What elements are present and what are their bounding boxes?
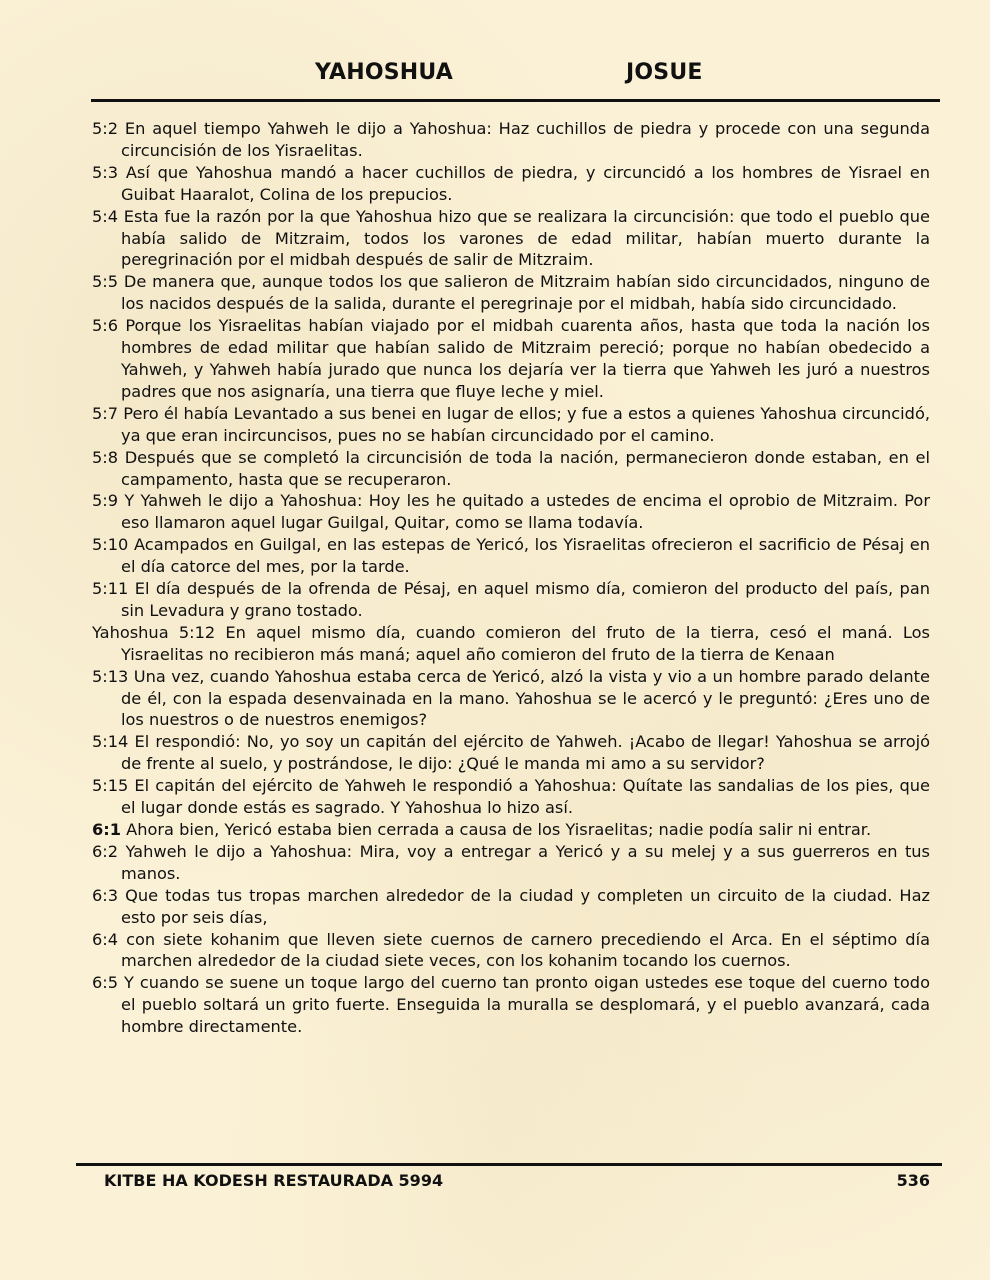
verse-ref: 6:4 — [92, 929, 119, 949]
verse-text: Ahora bien, Yericó estaba bien cerrada a causa de los Yisraelitas; nadie podía salir ni entrar. — [126, 820, 872, 839]
verse-5-11 — [92, 578, 930, 622]
verse-5-4 — [92, 206, 930, 272]
verse-ref: 5:3 — [92, 162, 119, 182]
verse-ref: 5:2 — [92, 119, 119, 138]
verse-ref: 5:4 — [92, 206, 119, 226]
verse-text: En aquel mismo día, cuando comieron del fruto de la tierra, cesó el maná. Los Yisraelitas no recibieron más maná; aquel año comieron del fruto de la tierra de Kenaan — [121, 622, 930, 664]
verse-ref: 6:5 — [92, 973, 119, 993]
verse-5-8 — [92, 447, 930, 491]
verse-ref: 5:7 — [92, 403, 119, 423]
verse-text: Acampados en Guilgal, en las estepas de Yericó, los Yisraelitas ofrecieron el sacrificio de Pésaj en el día catorce del mes, por la tarde. — [121, 535, 930, 577]
verse-text: El día después de la ofrenda de Pésaj, en aquel mismo día, comieron del producto del país, pan sin Levadura y grano tostado. — [121, 579, 930, 620]
verse-6-4 — [92, 929, 930, 973]
verse-ref: 5:8 — [92, 447, 119, 467]
verse-ref: 5:6 — [92, 316, 119, 336]
verse-5-3 — [92, 162, 930, 206]
verse-5-9 — [92, 490, 930, 534]
verse-5-12 — [92, 622, 930, 666]
verse-text: con siete kohanim que lleven siete cuernos de carnero precediendo el Arca. En el séptimo día marchen alrededor de la ciudad siete veces, con los kohanim tocando los cuernos. — [121, 929, 930, 971]
verse-text: Una vez, cuando Yahoshua estaba cerca de Yericó, alzó la vista y vio a un hombre parado delante de él, con la espada desenvainada en la mano. Yahoshua se le acercó y le preguntó: ¿Eres uno de los nuestros o de nuestros enemigos? — [121, 666, 930, 730]
verse-text: Después que se completó la circuncisión de toda la nación, permanecieron donde estaban, en el campamento, hasta que se recuperaron. — [121, 447, 930, 489]
page-number: 536 — [896, 1171, 930, 1190]
verse-ref: 5:15 — [92, 776, 129, 796]
verse-text: El respondió: No, yo soy un capitán del ejército de Yahweh. ¡Acabo de llegar! Yahoshua se arrojó de frente al suelo, y postrándose, le dijo: ¿Qué le manda mi amo a su servidor? — [121, 732, 930, 774]
verse-5-10 — [92, 534, 930, 578]
verse-text: Y Yahweh le dijo a Yahoshua: Hoy les he quitado a ustedes de encima el oprobio de Mitzraim. Por eso llamaron aquel lugar Guilgal, Quitar, como se llama todavía. — [121, 491, 930, 533]
verse-5-14 — [92, 731, 930, 775]
verse-5-13 — [92, 666, 930, 732]
verse-5-15 — [92, 775, 930, 819]
footer-divider — [76, 1163, 942, 1166]
verse-ref: 5:5 — [92, 272, 119, 292]
verse-list — [92, 118, 930, 1038]
verse-text: Pero él había Levantado a sus benei en lugar de ellos; y fue a estos a quienes Yahoshua circuncidó, ya que eran incircuncisos, pues no se habían circuncidado por el camino. — [121, 403, 930, 445]
verse-text: Y cuando se suene un toque largo del cuerno tan pronto oigan ustedes ese toque del cuerno todo el pueblo soltará un grito fuerte. Enseguida la muralla se desplomará, y el pueblo avanzará, cada hombre directamente. — [121, 973, 930, 1037]
verse-5-5 — [92, 271, 930, 315]
verse-ref: 5:13 — [92, 666, 129, 686]
verse-text: De manera que, aunque todos los que salieron de Mitzraim habían sido circuncidados, ninguno de los nacidos después de la salida, durante el peregrinaje por el midbah, había sido circuncidado. — [121, 272, 931, 314]
verse-text: Así que Yahoshua mandó a hacer cuchillos de piedra, y circuncidó a los hombres de Yisrael en Guibat Haaralot, Colina de los prepucios. — [121, 162, 930, 204]
verse-ref: 6:2 — [92, 841, 119, 861]
header-book-name-hebrew: YAHOSHUA — [315, 60, 454, 85]
header-book-name-spanish: JOSUE — [626, 60, 703, 85]
verse-ref: Yahoshua 5:12 — [92, 622, 216, 642]
verse-text: Porque los Yisraelitas habían viajado por el midbah cuarenta años, hasta que toda la nación los hombres de edad militar que habían salido de Mitzraim pereció; porque no habían obedecido a Yahweh, y Yahweh había jurado que nunca los dejaría ver la tierra que Yahweh les juró a nuestros padres que nos asignaría, una tierra que fluye leche y miel. — [121, 316, 930, 401]
verse-text: Que todas tus tropas marchen alrededor de la ciudad y completen un circuito de la ciudad. Haz esto por seis días, — [121, 885, 930, 927]
verse-text: Esta fue la razón por la que Yahoshua hizo que se realizara la circuncisión: que todo el pueblo que había salido de Mitzraim, todos los varones de edad militar, habían muerto durante la peregrinación por el midbah después de salir de Mitzraim. — [121, 206, 930, 270]
verse-ref: 5:14 — [92, 732, 129, 752]
verse-text: Yahweh le dijo a Yahoshua: Mira, voy a entregar a Yericó y a su melej y a sus guerreros en tus manos. — [121, 841, 930, 883]
footer-book-title: KITBE HA KODESH RESTAURADA 5994 — [104, 1171, 444, 1190]
page-header — [0, 60, 990, 90]
verse-ref-bold: 6:1 — [92, 820, 121, 839]
verse-ref: 5:10 — [92, 535, 129, 555]
verse-6-1 — [92, 819, 930, 841]
verse-5-6 — [92, 315, 930, 403]
verse-text: El capitán del ejército de Yahweh le respondió a Yahoshua: Quítate las sandalias de los pies, que el lugar donde estás es sagrado. Y Yahoshua lo hizo así. — [121, 776, 930, 818]
verse-5-2 — [92, 118, 930, 162]
verse-5-7 — [92, 403, 930, 447]
verse-ref: 5:11 — [92, 579, 129, 599]
verse-text: En aquel tiempo Yahweh le dijo a Yahoshua: Haz cuchillos de piedra y procede con una segunda circuncisión de los Yisraelitas. — [121, 119, 930, 160]
verse-6-2 — [92, 841, 930, 885]
verse-ref: 6:3 — [92, 885, 119, 905]
header-divider — [91, 99, 940, 102]
verse-ref: 5:9 — [92, 491, 119, 511]
verse-6-5 — [92, 972, 930, 1038]
verse-6-3 — [92, 885, 930, 929]
